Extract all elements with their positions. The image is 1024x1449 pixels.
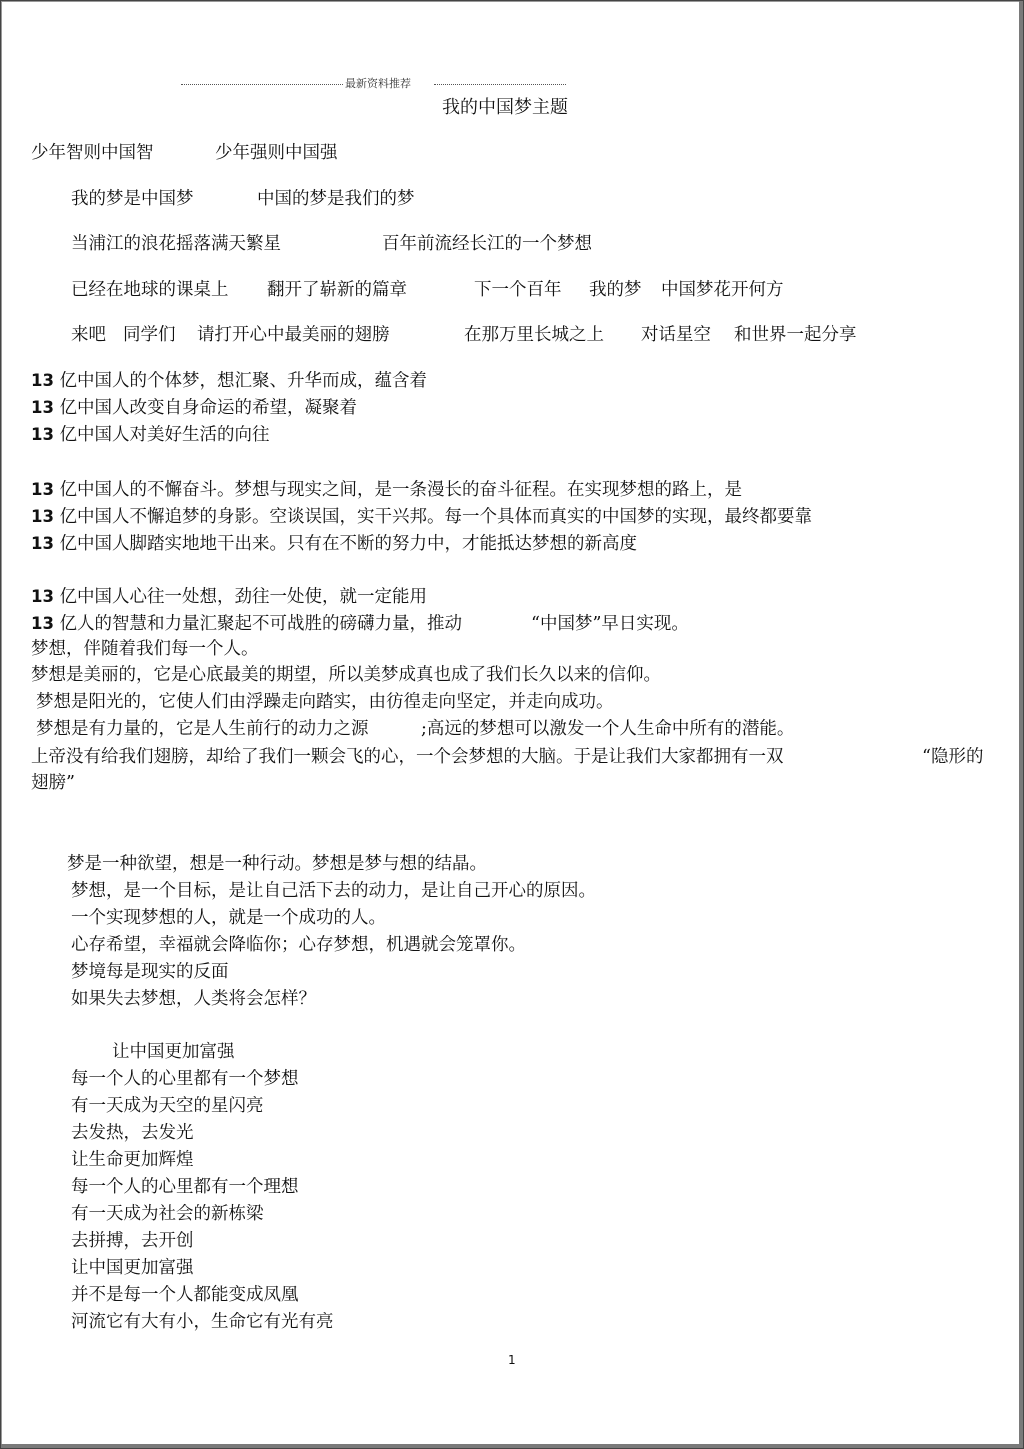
- number-13: 13: [31, 371, 54, 390]
- intro-line4-c: 下一个百年: [474, 280, 562, 300]
- block3-text1: 亿中国人心往一处想，劲往一处使，就一定能用: [59, 587, 428, 607]
- intro-line5-e: 对话星空: [641, 325, 711, 345]
- number-13: 13: [31, 507, 54, 526]
- block3-line1: [31, 587, 427, 607]
- number-13: 13: [31, 398, 54, 417]
- intro-line4-a: 已经在地球的课桌上: [71, 280, 229, 300]
- para-line3: 梦想是阳光的，它使人们由浮躁走向踏实，由彷徨走向坚定，并走向成功。: [36, 692, 614, 712]
- block2-text2: 亿中国人不懈追梦的身影。空谈误国，实干兴邦。每一个具体而真实的中国梦的实现，最终都要靠: [59, 507, 813, 527]
- para-line5-a: 上帝没有给我们翅膀，却给了我们一颗会飞的心，一个会梦想的大脑。于是让我们大家都拥有一双: [31, 747, 784, 767]
- para-line4-a: 梦想是有力量的，它是人生前行的动力之源: [36, 719, 369, 739]
- intro-line2-b: 中国的梦是我们的梦: [257, 189, 415, 209]
- block3-text2: 亿人的智慧和力量汇聚起不可战胜的磅礴力量，推动: [59, 614, 463, 634]
- block1-line3: [31, 425, 270, 445]
- block2-line2: [31, 507, 812, 527]
- block3-line2-quote: “中国梦”早日实现。: [531, 614, 689, 634]
- number-13: 13: [31, 534, 54, 553]
- poem-line11: 河流它有大有小，生命它有光有亮: [71, 1312, 334, 1332]
- intro-line5-b: 同学们: [123, 325, 176, 345]
- number-13: 13: [31, 425, 54, 444]
- header-rule-right: [434, 84, 566, 85]
- block1-line1: [31, 371, 427, 391]
- quote-line1: 梦是一种欲望，想是一种行动。梦想是梦与想的结晶。: [67, 854, 487, 874]
- block1-line2: [31, 398, 357, 418]
- intro-line3-b: 百年前流经长江的一个梦想: [382, 234, 592, 254]
- quote-line2: 梦想，是一个目标，是让自己活下去的动力，是让自己开心的原因。: [71, 881, 596, 901]
- block1-text2: 亿中国人改变自身命运的希望，凝聚着: [59, 398, 358, 418]
- intro-line3-a: 当浦江的浪花摇落满天繁星: [71, 234, 281, 254]
- intro-line4-e: 中国梦花开何方: [661, 280, 784, 300]
- poem-line3: 有一天成为天空的星闪亮: [71, 1096, 264, 1116]
- para-line2: 梦想是美丽的，它是心底最美的期望，所以美梦成真也成了我们长久以来的信仰。: [31, 665, 661, 685]
- block1-text3: 亿中国人对美好生活的向往: [59, 425, 270, 445]
- block2-line3: [31, 534, 637, 554]
- page-header: [181, 77, 566, 91]
- poem-line10: 并不是每一个人都能变成凤凰: [71, 1285, 299, 1305]
- number-13: 13: [31, 587, 54, 606]
- intro-line4-b: 翻开了崭新的篇章: [267, 280, 407, 300]
- number-13: 13: [31, 480, 54, 499]
- poem-line9: 让中国更加富强: [71, 1258, 194, 1278]
- quote-line4: 心存希望，幸福就会降临你；心存梦想，机遇就会笼罩你。: [71, 935, 526, 955]
- intro-line2-a: 我的梦是中国梦: [71, 189, 194, 209]
- intro-line5-c: 请打开心中最美丽的翅膀: [197, 325, 390, 345]
- para-line5-b: “隐形的: [922, 747, 984, 767]
- poem-line6: 每一个人的心里都有一个理想: [71, 1177, 299, 1197]
- para-line4-b: ;高远的梦想可以激发一个人生命中所有的潜能。: [421, 719, 795, 739]
- quote-line5: 梦境每是现实的反面: [71, 962, 229, 982]
- poem-line7: 有一天成为社会的新栋梁: [71, 1204, 264, 1224]
- block1-text1: 亿中国人的个体梦，想汇聚、升华而成，蕴含着: [59, 371, 428, 391]
- page-number: 1: [508, 1353, 516, 1367]
- poem-line1: 让中国更加富强: [112, 1042, 235, 1062]
- poem-line5: 让生命更加辉煌: [71, 1150, 194, 1170]
- para-line6: 翅膀”: [31, 773, 75, 793]
- intro-line5-f: 和世界一起分享: [734, 325, 857, 345]
- poem-line2: 每一个人的心里都有一个梦想: [71, 1069, 299, 1089]
- quote-line3: 一个实现梦想的人，就是一个成功的人。: [71, 908, 386, 928]
- number-13: 13: [31, 614, 54, 633]
- block2-text1: 亿中国人的不懈奋斗。梦想与现实之间，是一条漫长的奋斗征程。在实现梦想的路上，是: [59, 480, 743, 500]
- block2-line1: [31, 480, 742, 500]
- intro-line5-d: 在那万里长城之上: [464, 325, 604, 345]
- intro-line5-a: 来吧: [71, 325, 106, 345]
- poem-line8: 去拼搏，去开创: [71, 1231, 194, 1251]
- poem-line4: 去发热，去发光: [71, 1123, 194, 1143]
- intro-line4-d: 我的梦: [589, 280, 642, 300]
- quote-line6: 如果失去梦想，人类将会怎样？: [71, 989, 316, 1009]
- block3-line2: [31, 614, 462, 634]
- document-title: 我的中国梦主题: [442, 97, 568, 118]
- para-line1: 梦想，伴随着我们每一个人。: [31, 639, 259, 659]
- block2-text3: 亿中国人脚踏实地地干出来。只有在不断的努力中，才能抵达梦想的新高度: [59, 534, 638, 554]
- intro-line1-a: 少年智则中国智: [31, 143, 154, 163]
- intro-line1-b: 少年强则中国强: [215, 143, 338, 163]
- header-label: 最新资料推荐: [345, 77, 411, 90]
- header-rule-left: [181, 84, 343, 85]
